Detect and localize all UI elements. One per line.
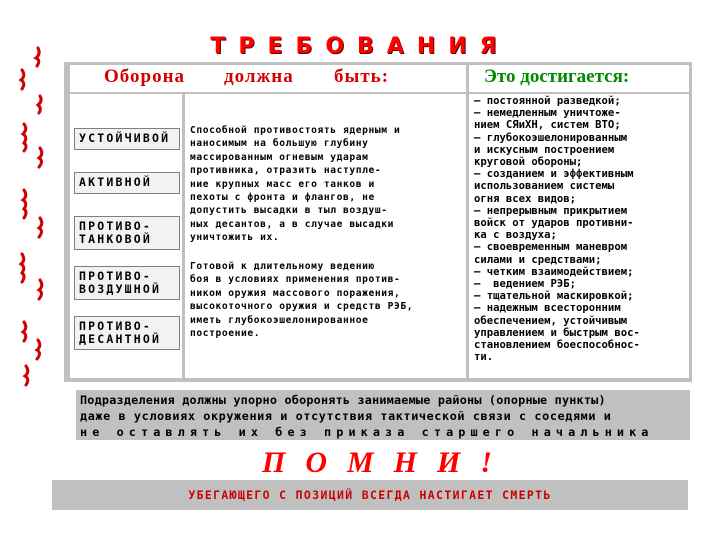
middle-block-2: Готовой к длительному ведению боя в условиях применения против- ником оружия массового поражения, высокоточного оружия и средств РЭБ, иметь глубокоэшелонированное построение. [190, 261, 414, 340]
final-banner-text: УБЕГАЮЩЕГО С ПОЗИЦИЙ ВСЕГДА НАСТИГАЕТ СМЕРТЬ [188, 488, 552, 502]
right-column-text: – постоянной разведкой; – немедленным уничтоже- нием СЯиХН, систем ВТО; – глубокоэшелонированным и искусным построением круговой обороны; – созданием и эффективным использованием системы огня всех видов; – непрерывным прикрытием войск от ударов противни- ка с воздуха; – своевременным маневром силами и средствами; – четким взаимодействием; – ведением РЭБ; – тщательной маскировкой; – надежным всесторонним обеспечением, устойчивым управлением и быстрым вос- становлением боеспособнос- ти. [474, 95, 640, 364]
category-antitank: ПРОТИВО- ТАНКОВОЙ [74, 216, 180, 250]
header-word-1: Оборона [104, 66, 186, 87]
header-word-2: должна [224, 66, 294, 87]
header-word-3: быть: [334, 66, 390, 87]
remember-heading: ПОМНИ! [262, 446, 513, 479]
note-line-3: не оставлять их без приказа старшего начальника [80, 425, 654, 439]
page-title: ТРЕБОВАНИЯ [210, 34, 510, 59]
middle-block-1: Способной противостоять ядерным и наносимым на большую глубину массированным огневым ударам противника, отразить наступле- ние крупных масс его танков и пехоты с фронта и флангов, не допустить высадки в тыл воздуш- ных десантов, а в случае высадки уничтожить их. [190, 125, 401, 244]
note-line-1: Подразделения должны упорно оборонять занимаемые районы (опорные пункты) [80, 393, 606, 407]
category-antilanding: ПРОТИВО- ДЕСАНТНОЙ [74, 316, 180, 350]
decorative-squiggle-strip [0, 40, 64, 400]
category-antiair: ПРОТИВО- ВОЗДУШНОЙ [74, 266, 180, 300]
category-active: АКТИВНОЙ [74, 172, 180, 194]
note-line-2: даже в условиях окружения и отсутствия тактической связи с соседями и [80, 409, 612, 423]
header-left [104, 66, 464, 88]
header-right: Это достигается: [484, 66, 630, 87]
category-stable: УСТОЙЧИВОЙ [74, 128, 180, 150]
